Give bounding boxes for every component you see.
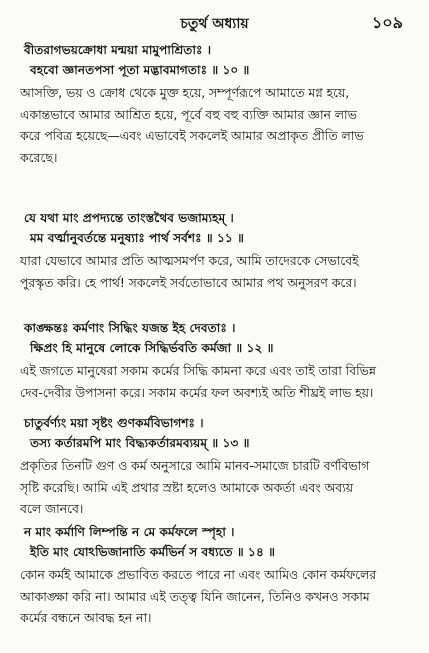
translation-line: আকাঙ্ক্ষা করি না। আমার এই তত্ত্ব যিনি জানেন, তিনিও কখনও সকাম [20, 588, 370, 604]
sloka-line: মম বর্ত্মানুবর্তন্তে মনুষ্যাঃ পার্থ সর্বশঃ ॥ ১১ ॥ [30, 231, 244, 245]
translation-line: সৃষ্টি করেছি। আমি এই প্রথার স্রষ্টা হলেও আমাকে অকর্তা এবং অব্যয় [20, 479, 354, 495]
translation-line: দেব-দেবীর উপাসনা করে। সকাম কর্মের ফল অবশ্যই অতি শীঘ্রই লাভ হয়। [20, 384, 374, 400]
sloka-line: ইতি মাং যোঽভিজানাতি কর্মভির্ন স বধ্যতে ॥ ১৪ ॥ [30, 545, 276, 559]
translation [20, 250, 412, 293]
translation-line: যারা যেভাবে আমার প্রতি আত্মসমর্পণ করে, আমি তাদেরকে সেভাবেই [20, 253, 359, 268]
translation-line: আসক্তি, ভয় ও ক্রোধ থেকে মুক্ত হয়ে, সম্পূর্ণরূপে আমাতে মগ্ন হয়ে, [20, 85, 350, 100]
translation-line: এই জগতে মানুষেরা সকাম কর্মের সিদ্ধি কামনা করে এবং তাই তারা বিভিন্ন [20, 363, 376, 378]
translation [20, 82, 412, 168]
translation-line: বলে জানবে। [20, 501, 84, 516]
translation-line: পুরস্কৃত করি। হে পার্থ! সকলেই সর্বতোভাবে আমার পথ অনুসরণ করে। [20, 274, 357, 290]
verse-14 [20, 522, 412, 629]
sloka-line: বহবো জ্ঞানতপসা পূতা মদ্ভাবমাগতাঃ ॥ ১০ ॥ [30, 63, 250, 77]
translation-line: করে পবিত্র হয়েছে—এবং এভাবেই সকলেই আমার অপ্রাকৃত প্রীতি লাভ [20, 128, 364, 143]
translation-line: কর্মের বন্ধনে আবদ্ধ হন না। [20, 610, 152, 625]
page-header [0, 8, 429, 34]
sloka-line: বীতরাগভয়ক্রোধা মন্ময়া মামুপাশ্রিতাঃ । [24, 43, 212, 57]
verse-12 [20, 318, 412, 403]
translation [20, 360, 412, 403]
translation [20, 455, 412, 520]
sloka-line: ক্ষিপ্রং হি মানুষে লোকে সিদ্ধির্ভবতি কর্মজা ॥ ১২ ॥ [30, 341, 274, 355]
verse-13 [20, 413, 412, 520]
translation-line: একান্তভাবে আমার আশ্রিত হয়ে, পূর্বে বহু বহু ব্যক্তি আমার জ্ঞান লাভ [20, 106, 357, 122]
verse-10 [20, 40, 412, 168]
page-number: ১০৯ [371, 13, 403, 32]
sloka-line: কাঙ্ক্ষন্তঃ কর্মণাং সিদ্ধিং যজন্ত ইহ দেবতাঃ । [24, 321, 236, 335]
sloka-line: তস্য কর্তারমপি মাং বিদ্ধ্যকর্তারমব্যয়ম্ ॥ ১৩ ॥ [30, 436, 250, 450]
translation-line: করেছে। [20, 149, 58, 165]
verse-11 [20, 208, 412, 293]
sloka-line: ন মাং কর্মাণি লিম্পন্তি ন মে কর্মফলে স্পৃহা । [24, 525, 235, 539]
sloka-line: যে যথা মাং প্রপদ্যন্তে তাংস্তথৈব ভজাম্যহম্ । [24, 211, 234, 225]
translation-line: কোন কর্মই আমাকে প্রভাবিত করতে পারে না এবং আমিও কোন কর্মফলের [20, 567, 377, 582]
translation-line: প্রকৃতির তিনটি গুণ ও কর্ম অনুসারে আমি মানব-সমাজে চারটি বর্ণবিভাগ [20, 458, 370, 473]
translation [20, 564, 412, 629]
chapter-title: চতুর্থ অধ্যায় [180, 16, 249, 32]
sloka-line: চাতুর্বর্ণ্যং ময়া সৃষ্টং গুণকর্মবিভাগশঃ । [24, 416, 204, 430]
